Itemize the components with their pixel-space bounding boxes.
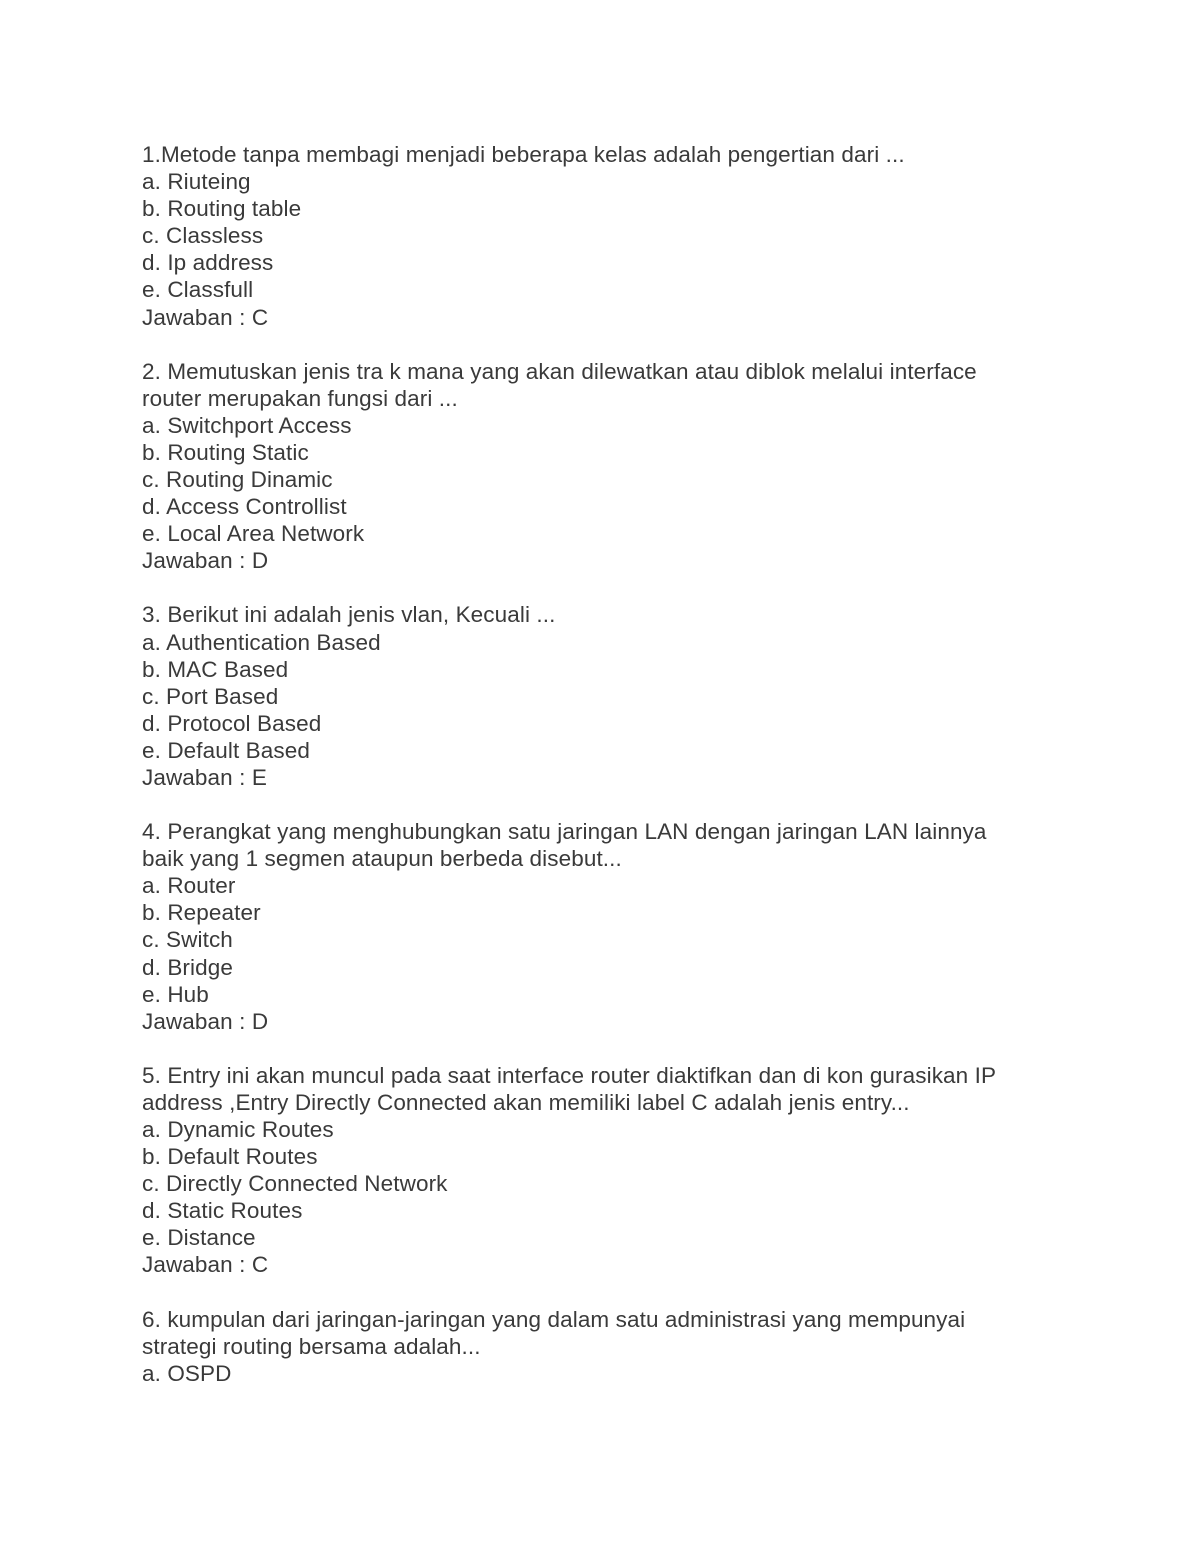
question-text-continued: address ,Entry Directly Connected akan memiliki label C adalah jenis entry... [142,1089,910,1115]
option-e: e. Classfull [142,277,254,303]
option-c: c. Directly Connected Network [142,1171,448,1197]
option-d: d. Bridge [142,954,233,980]
option-d: d. Protocol Based [142,710,322,736]
option-b: b. Routing Static [142,439,309,465]
option-b: b. Routing table [142,196,302,222]
option-a: a. Router [142,873,236,899]
question-4 [142,818,1062,1035]
question-text: 3. Berikut ini adalah jenis vlan, Kecuali ... [142,602,556,628]
answer-text: Jawaban : D [142,1008,269,1034]
question-text: 2. Memutuskan jenis tra k mana yang akan dilewatkan atau diblok melalui interface [142,358,977,384]
option-b: b. Default Routes [142,1144,318,1170]
option-e: e. Distance [142,1225,256,1251]
option-d: d. Ip address [142,250,274,276]
option-e: e. Default Based [142,737,310,763]
answer-text: Jawaban : D [142,548,269,574]
question-text-continued: strategi routing bersama adalah... [142,1333,481,1359]
option-c: c. Switch [142,927,233,953]
option-a: a. OSPD [142,1360,232,1386]
option-d: d. Access Controllist [142,494,347,520]
question-2 [142,358,1062,575]
question-text: 5. Entry ini akan muncul pada saat interface router diaktifkan dan di kon gurasikan IP [142,1062,997,1088]
question-text: 4. Perangkat yang menghubungkan satu jaringan LAN dengan jaringan LAN lainnya [142,819,987,845]
option-e: e. Local Area Network [142,521,365,547]
answer-text: Jawaban : C [142,1252,269,1278]
question-text-continued: router merupakan fungsi dari ... [142,385,458,411]
question-text-continued: baik yang 1 segmen ataupun berbeda disebut... [142,846,622,872]
question-text: 6. kumpulan dari jaringan-jaringan yang dalam satu administrasi yang mempunyai [142,1306,966,1332]
option-e: e. Hub [142,981,209,1007]
option-b: b. MAC Based [142,656,289,682]
answer-text: Jawaban : E [142,764,267,790]
question-1 [142,141,1062,331]
option-c: c. Classless [142,223,264,249]
option-d: d. Static Routes [142,1198,303,1224]
question-6 [142,1306,1062,1387]
option-c: c. Routing Dinamic [142,467,333,493]
option-a: a. Dynamic Routes [142,1117,334,1142]
option-b: b. Repeater [142,900,261,926]
option-a: a. Authentication Based [142,629,381,655]
option-a: a. Riuteing [142,169,251,195]
question-text: 1.Metode tanpa membagi menjadi beberapa kelas adalah pengertian dari ... [142,142,905,167]
option-a: a. Switchport Access [142,412,352,438]
answer-text: Jawaban : C [142,304,269,330]
option-c: c. Port Based [142,683,279,709]
question-3 [142,601,1062,791]
document-page [142,141,1062,1414]
question-5 [142,1062,1062,1279]
